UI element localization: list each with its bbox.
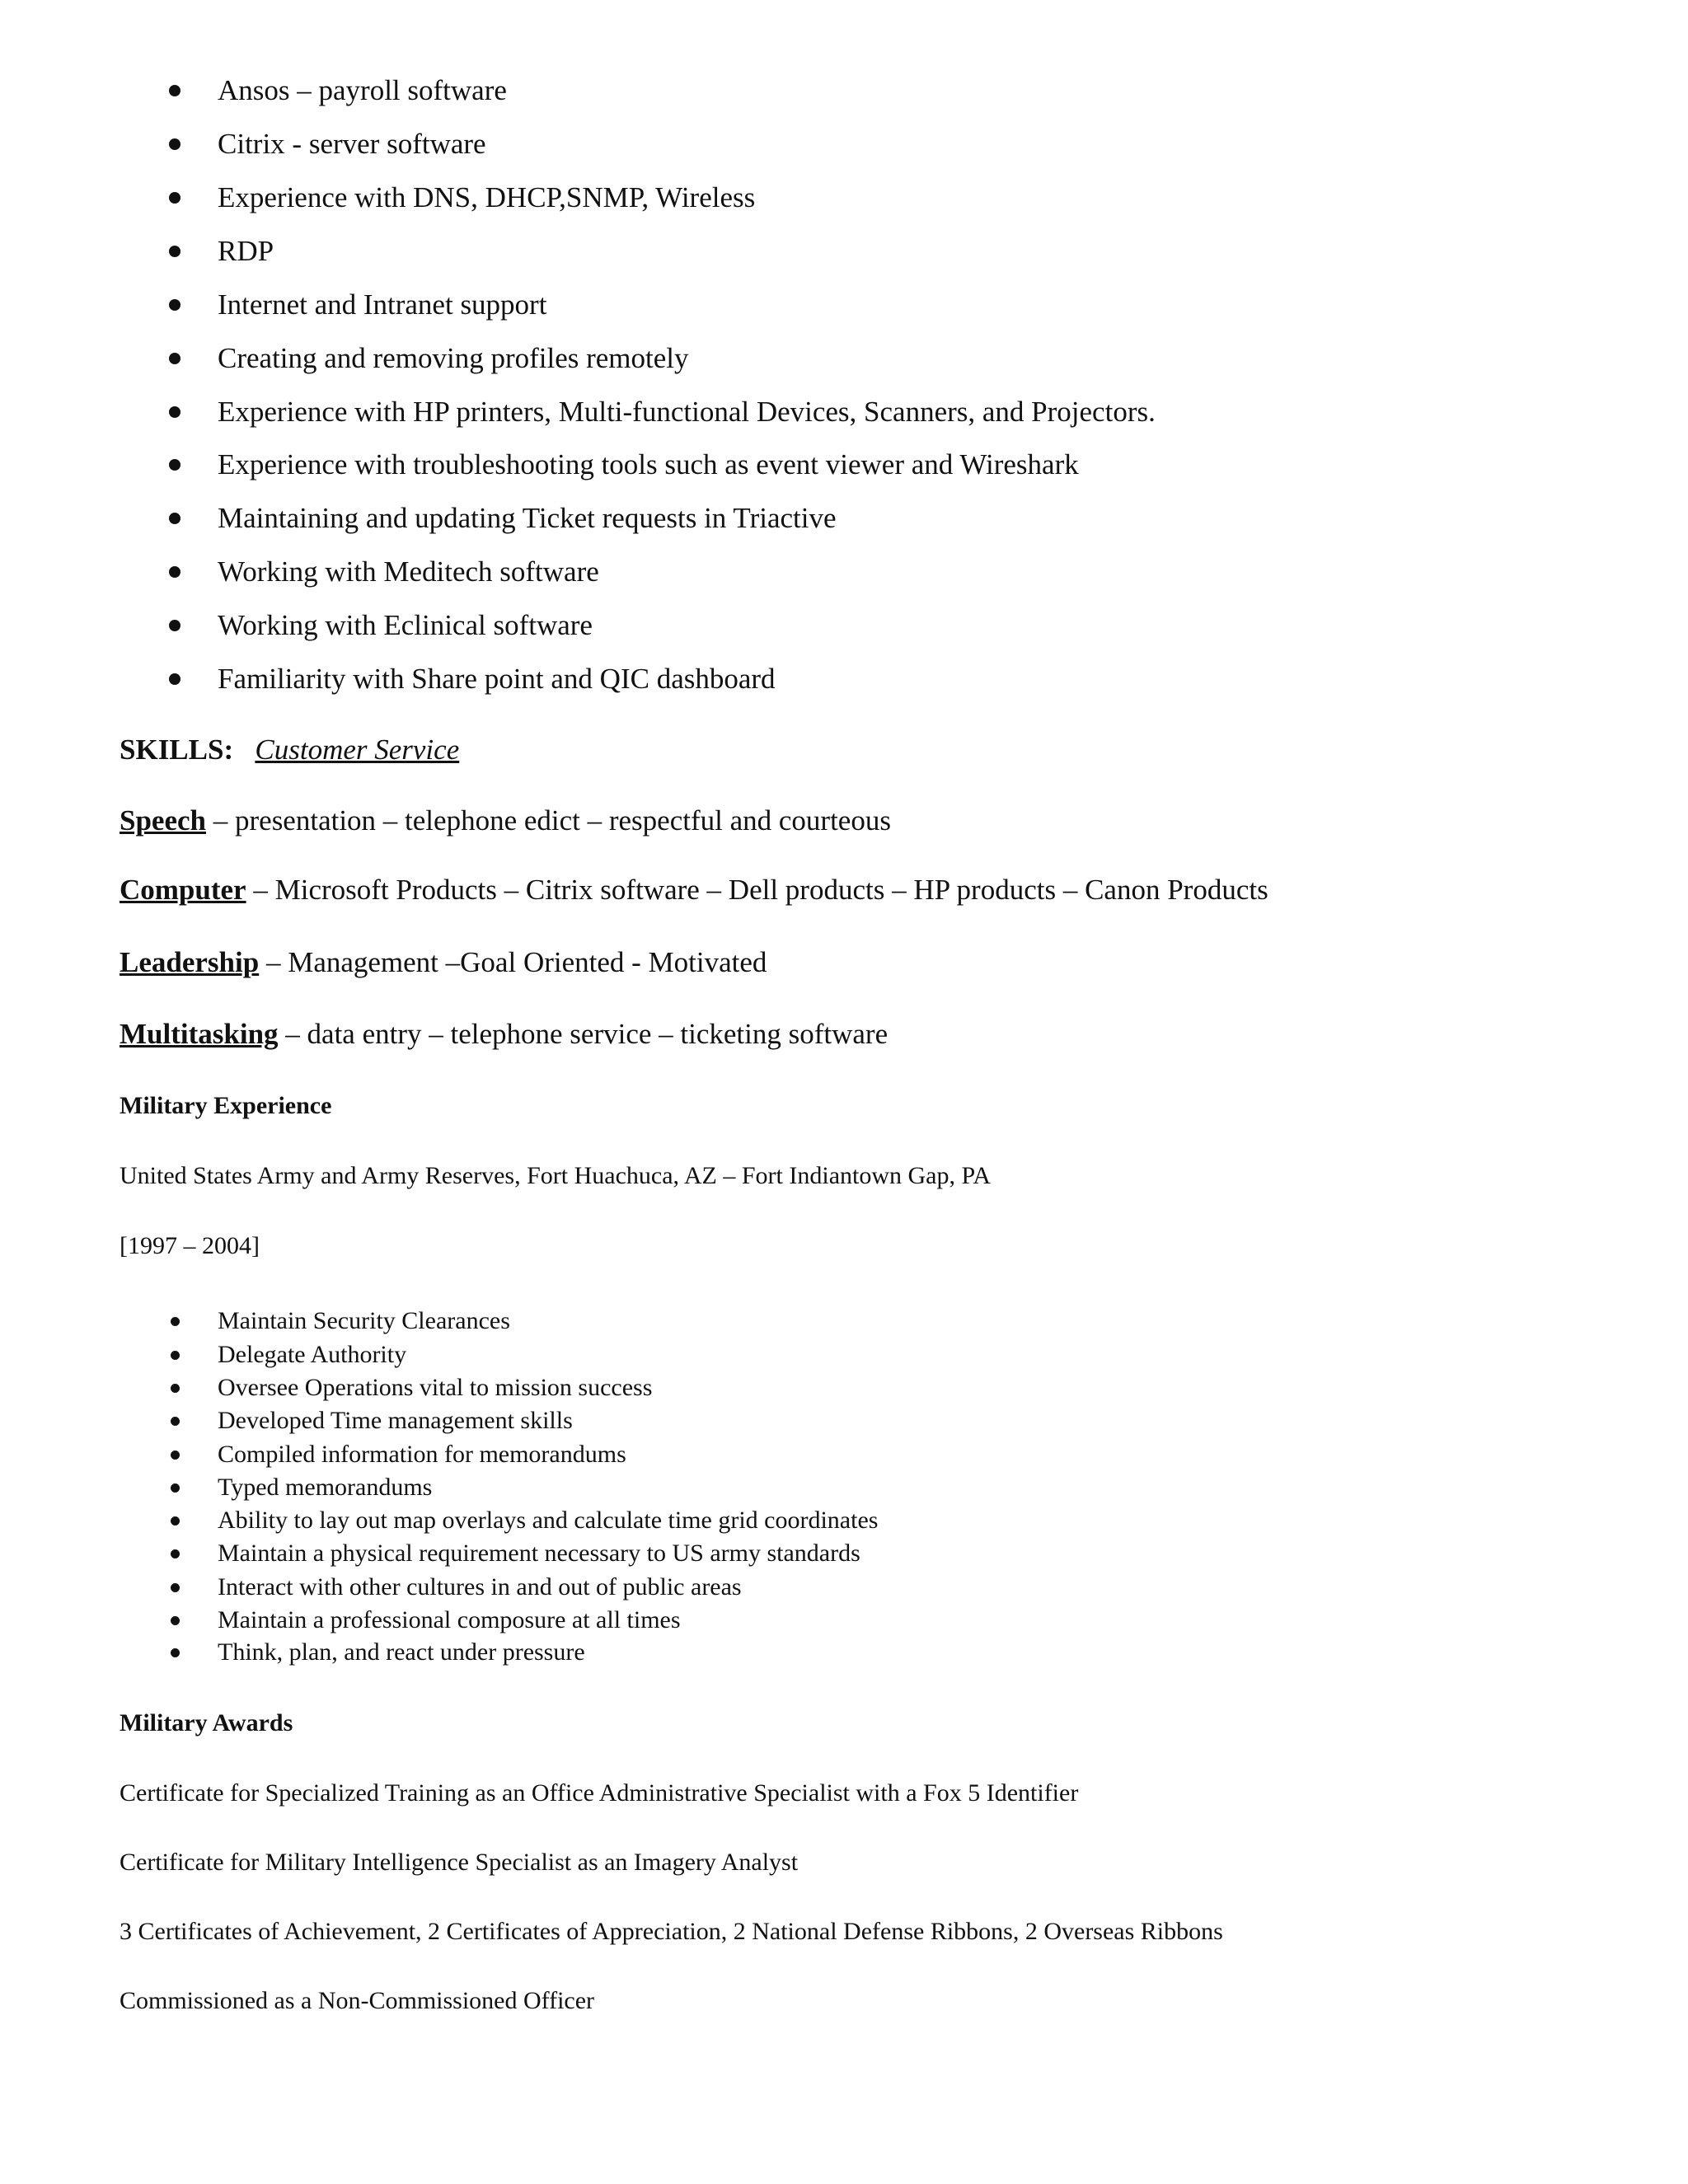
bullet-icon xyxy=(171,1451,180,1460)
skill-line-computer xyxy=(120,875,1268,904)
skill-label: Multitasking xyxy=(120,1018,279,1050)
award-item: Certificate for Specialized Training as an Office Administrative Specialist with a Fox 5 Identifier xyxy=(120,1779,1079,1807)
skill-label: Computer xyxy=(120,874,246,906)
skill-label: Leadership xyxy=(120,946,260,978)
award-item: Commissioned as a Non-Commissioned Officer xyxy=(120,1987,595,2014)
bullet-icon xyxy=(171,1516,180,1526)
bullet-icon xyxy=(171,1549,180,1558)
bullet-icon xyxy=(169,406,181,418)
bullet-icon xyxy=(169,138,181,150)
award-item: Certificate for Military Intelligence Specialist as an Imagery Analyst xyxy=(120,1849,799,1876)
military-awards-heading: Military Awards xyxy=(120,1709,293,1736)
skill-line-speech xyxy=(120,806,891,835)
skill-description: – Microsoft Products – Citrix software – Dell products – HP products – Canon Products xyxy=(246,874,1268,906)
skill-label: Speech xyxy=(120,804,206,837)
bullet-icon xyxy=(169,513,181,524)
bullet-icon xyxy=(171,1317,180,1326)
bullet-icon xyxy=(169,85,181,96)
bullet-icon xyxy=(169,353,181,364)
bullet-icon xyxy=(171,1483,180,1493)
skill-line-leadership xyxy=(120,948,767,977)
skill-description: – presentation – telephone edict – respectful and courteous xyxy=(206,804,891,837)
military-organization: United States Army and Army Reserves, Fort Huachuca, AZ – Fort Indiantown Gap, PA xyxy=(120,1162,992,1189)
bullet-icon xyxy=(169,192,181,204)
bullet-icon xyxy=(171,1351,180,1360)
bullet-icon xyxy=(169,566,181,578)
bullet-icon xyxy=(169,673,181,685)
skill-description: – data entry – telephone service – ticketing software xyxy=(278,1018,889,1050)
bullet-icon xyxy=(169,246,181,257)
skill-line-multitasking xyxy=(120,1019,888,1048)
military-dates: [1997 – 2004] xyxy=(120,1232,260,1259)
military-experience-heading: Military Experience xyxy=(120,1092,332,1119)
resume-page: Ansos – payroll software Citrix - server software Experience with DNS, DHCP,SNMP, Wireless RDP Internet and Intranet support Creating and removing profiles remotely Experience with HP printers, Multi-functional Devices, Scanners, and Projectors. Experience with troubleshooting tools such as event viewer and Wireshark Maintaining and updating Ticket requests in Triactive Working with Meditech software Working with Eclinical software Familiarity with Share point and QIC dashboard SKILLS: Customer Service Speech – presentation – telephone edict – respectful and courteous Computer – Microsoft Products – Citrix software – Dell products – HP products – Canon Products Leadership – Management –Goal Oriented - Motivated Multitasking – data entry – telephone service – ticketing software Military Experience United States Army and Army Reserves, Fort Huachuca, AZ – Fort Indiantown Gap, PA [1997 – 2004] Maintain Security Clearances Delegate Authority Oversee Operations vital to mission success Developed Time management skills Compiled information for memorandums Typed memorandums Ability to lay out map overlays and calculate time grid coordinates Maintain a physical requirement necessary to US army standards Interact with other cultures in and out of public areas Maintain a professional composure at all times Think, plan, and react under pressure Military Awards Certificate for Specialized Training as an Office Administrative Specialist with a Fox 5 Identifier Certificate for Military Intelligence Specialist as an Imagery Analyst 3 Certificates of Achievement, 2 Certificates of Appreciation, 2 National Defense Ribbons, 2 Overseas Ribbons Commissioned as a Non-Commissioned Officer xyxy=(120,74,1268,2014)
bullet-icon xyxy=(171,1616,180,1625)
award-item: 3 Certificates of Achievement, 2 Certificates of Appreciation, 2 National Defense Ribbons, 2 Overseas Ribbons xyxy=(120,1918,1223,1945)
skill-description: – Management –Goal Oriented - Motivated xyxy=(259,946,767,978)
bullet-icon xyxy=(171,1384,180,1393)
bullet-icon xyxy=(169,299,181,311)
bullet-icon xyxy=(171,1417,180,1426)
bullet-icon xyxy=(169,620,181,631)
skills-heading-line xyxy=(120,735,459,764)
bullet-icon xyxy=(171,1648,180,1657)
skills-subheading: Customer Service xyxy=(255,733,460,766)
bullet-icon xyxy=(171,1583,180,1592)
bullet-icon xyxy=(169,459,181,471)
skills-heading: SKILLS: xyxy=(120,733,234,766)
